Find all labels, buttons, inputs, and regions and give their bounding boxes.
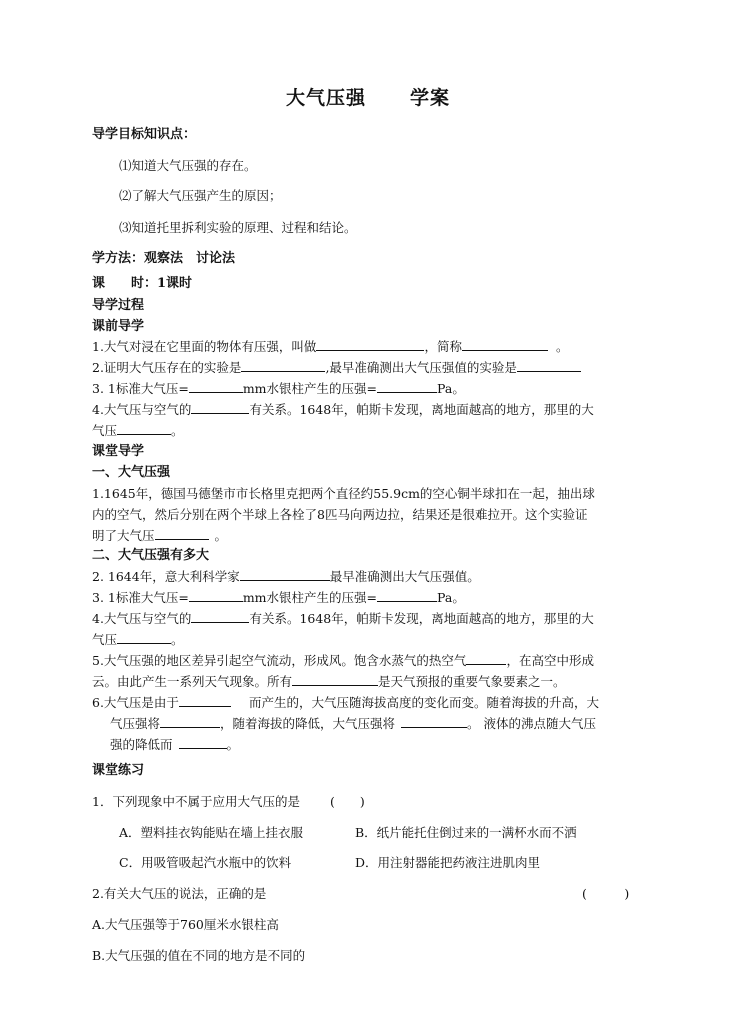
sec2-q6-cont [110,715,596,732]
sec2-q6-text-c: 气压强将 [110,716,161,731]
pre-q4-cont [92,422,184,439]
blank [466,652,506,665]
option-a: A.大气压强等于760厘米水银柱高 [92,917,279,932]
option-a: A．塑料挂衣钩能贴在墙上挂衣服 [119,825,304,840]
blank [160,715,220,728]
pre-q1-text-c: 。 [555,339,569,354]
objectives-heading: 导学目标知识点： [92,127,197,142]
blank [179,736,227,749]
pre-q4-text-a: 4.大气压与空气的 [92,402,192,417]
blank [377,380,437,393]
pre-q3 [92,380,465,397]
sec1-para-line [92,527,227,544]
objective-item: ⑵了解大气压强产生的原因； [119,188,282,203]
option-b: B.大气压强的值在不同的地方是不同的 [92,948,306,963]
title-suffix: 学案 [410,87,451,109]
blank [241,359,325,372]
answer-bracket: ( ) [582,886,630,901]
sec2-q6-text-g: 。 [226,737,240,752]
sec2-q6 [92,694,599,711]
sec1-line3-text: 明了大气压 [92,528,155,543]
objective-item: ⑴知道大气压强的存在。 [119,158,257,173]
pre-q4-line2: 气压 [92,423,118,438]
pre-q4-text-c: 。 [171,423,184,438]
page-title [286,86,450,110]
sec2-q5-text-b: ，在高空中形成 [506,653,594,668]
sec2-q4-cont [92,631,184,648]
pre-q2-text-b: ,最早准确测出大气压强值的实验是 [325,360,517,375]
sec1-para-line: 1.1645年，德国马德堡市市长格里克把两个直径约55.9cm的空心铜半球扣在一起，抽出球 [92,486,595,501]
title-main: 大气压强 [286,87,367,109]
period-label-b: 时：1课时 [131,276,193,291]
blank [155,527,209,540]
blank [377,589,437,602]
pre-q3-text-b: mm水银柱产生的压强= [242,381,378,396]
sec2-q4-line2: 气压 [92,632,118,647]
section1-heading: 一、大气压强 [92,465,171,480]
objective-item: ⑶知道托里拆利实验的原理、过程和结论。 [119,220,357,235]
option-c: C．用吸管吸起汽水瓶中的饮料 [119,855,292,870]
blank [191,401,249,414]
blank [189,589,243,602]
pre-class-heading: 课前导学 [92,319,145,334]
process-heading: 导学过程 [92,298,145,313]
sec2-q2-text-b: 最早准确测出大气压强值。 [329,569,480,584]
blank [117,631,171,644]
method-line: 学方法：观察法 讨论法 [92,251,236,266]
practice-q1-stem [92,793,365,810]
blank [191,610,249,623]
period-label-a: 课 [92,276,106,291]
sec2-q5-text-c: 云。由此产生一系列天气现象。所有 [92,674,293,689]
sec2-q6-text-a: 6.大气压是由于 [92,695,179,710]
sec2-q6-text-d: ，随着海拔的降低，大气压强将 [220,716,396,731]
practice-heading: 课堂练习 [92,763,145,778]
sec2-q6-text-b: 而产生的，大气压随海拔高度的变化而变。随着海拔的升高，大 [248,695,599,710]
pre-q2 [92,359,581,376]
blank [292,673,378,686]
pre-q4-text-b: 有关系。1648年，帕斯卡发现，离地面越高的地方，那里的大 [249,402,594,417]
sec2-q5 [92,652,594,669]
pre-q1 [92,338,568,355]
blank [189,380,243,393]
blank [240,568,330,581]
sec2-q6-text-f: 强的降低而 [110,737,173,752]
sec2-q3-text-c: Pa。 [437,590,465,605]
blank [316,338,424,351]
sec1-para-line: 内的空气，然后分别在两个半球上各栓了8匹马向两边拉，结果还是很难拉开。这个实验证 [92,507,588,522]
blank [462,338,548,351]
blank [117,422,171,435]
option-b: B．纸片能托住倒过来的一满杯水而不洒 [355,825,577,840]
sec2-q6-cont2 [110,736,239,753]
blank [517,359,581,372]
in-class-heading: 课堂导学 [92,444,145,459]
pre-q4 [92,401,594,418]
pre-q2-text-a: 2.证明大气压存在的实验是 [92,360,242,375]
sec2-q5-cont [92,673,566,690]
sec2-q4 [92,610,594,627]
blank [179,694,231,707]
sec2-q3-text-a: 3. 1标准大气压= [92,590,189,605]
blank [401,715,467,728]
sec2-q5-text-d: 是天气预报的重要气象要素之一。 [378,674,566,689]
practice-q2-stem: 2.有关大气压的说法，正确的是 [92,886,267,901]
practice-q1-text: 1．下列现象中不属于应用大气压的是 [92,794,300,809]
sec2-q5-text-a: 5.大气压强的地区差异引起空气流动，形成风。饱含水蒸气的热空气 [92,653,467,668]
option-d: D．用注射器能把药液注进肌肉里 [355,855,541,870]
sec2-q4-text-a: 4.大气压与空气的 [92,611,192,626]
sec2-q6-text-e: 。 液体的沸点随大气压 [467,716,597,731]
pre-q1-text-b: ，简称 [424,339,462,354]
sec2-q3 [92,589,465,606]
sec2-q4-text-b: 有关系。1648年，帕斯卡发现，离地面越高的地方，那里的大 [249,611,594,626]
period-line [92,275,192,292]
sec2-q3-text-b: mm水银柱产生的压强= [242,590,378,605]
answer-bracket: ( ) [329,794,365,809]
pre-q3-text-a: 3. 1标准大气压= [92,381,189,396]
pre-q1-text-a: 1.大气对浸在它里面的物体有压强，叫做 [92,339,317,354]
section2-heading: 二、大气压强有多大 [92,548,210,563]
sec1-line3-end: 。 [214,528,228,543]
sec2-q2 [92,568,480,585]
pre-q3-text-c: Pa。 [437,381,465,396]
sec2-q2-text-a: 2. 1644年，意大利科学家 [92,569,240,584]
sec2-q4-text-c: 。 [171,632,184,647]
